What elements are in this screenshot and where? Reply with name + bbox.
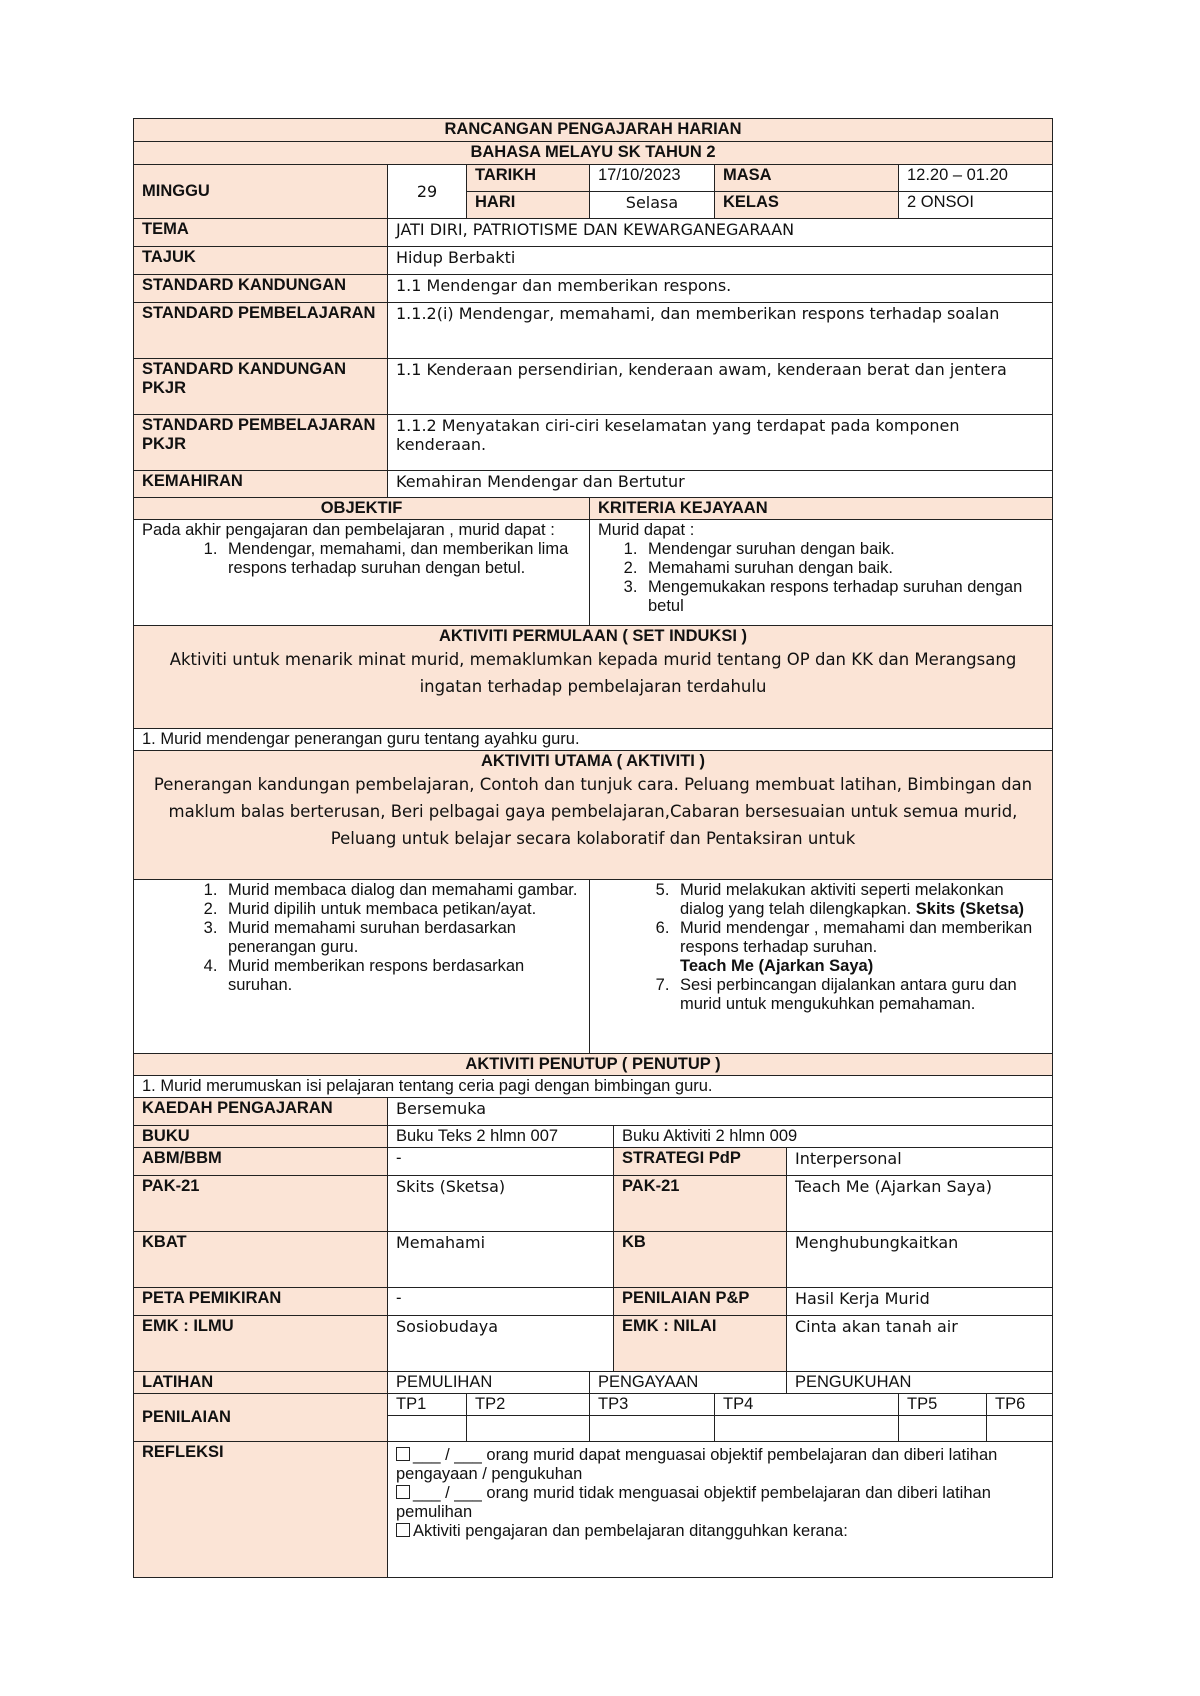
tema-label: TEMA bbox=[134, 219, 388, 247]
kriteria-intro: Murid dapat : bbox=[598, 521, 695, 539]
tajuk-label: TAJUK bbox=[134, 247, 388, 275]
objektif-cell bbox=[134, 520, 590, 626]
list-item: 4. Murid memberikan respons berdasarkan suruhan. bbox=[222, 957, 581, 995]
pak21-value-2: Teach Me (Ajarkan Saya) bbox=[787, 1176, 1053, 1232]
lesson-plan-table bbox=[133, 118, 1053, 1578]
kaedah-label: KAEDAH PENGAJARAN bbox=[134, 1098, 388, 1126]
kriteria-cell bbox=[590, 520, 1053, 626]
emk-nilai-value: Cinta akan tanah air bbox=[787, 1316, 1053, 1372]
pak21-label: PAK-21 bbox=[134, 1176, 388, 1232]
checkbox-icon[interactable] bbox=[396, 1447, 410, 1461]
kemahiran-label: KEMAHIRAN bbox=[134, 471, 388, 498]
hari-label: HARI bbox=[467, 192, 590, 219]
list-item: 1. Murid membaca dialog dan memahami gambar. bbox=[222, 881, 581, 900]
tp1-input[interactable] bbox=[388, 1416, 467, 1442]
buku-label: BUKU bbox=[134, 1126, 388, 1148]
penilaian-pp-value: Hasil Kerja Murid bbox=[787, 1288, 1053, 1316]
subject-title: BAHASA MELAYU SK TAHUN 2 bbox=[134, 142, 1053, 165]
checkbox-icon[interactable] bbox=[396, 1485, 410, 1499]
kbat-value: Memahami bbox=[388, 1232, 614, 1288]
list-item: 2. Murid dipilih untuk membaca petikan/ayat. bbox=[222, 900, 581, 919]
tp4-label: TP4 bbox=[715, 1394, 899, 1416]
list-item: 3. Murid memahami suruhan berdasarkan penerangan guru. bbox=[222, 919, 581, 957]
hari-value: Selasa bbox=[590, 192, 715, 219]
buku-value-2: Buku Aktiviti 2 hlmn 009 bbox=[614, 1126, 1053, 1148]
tp6-input[interactable] bbox=[987, 1416, 1053, 1442]
objektif-intro: Pada akhir pengajaran dan pembelajaran , murid dapat : bbox=[142, 521, 555, 539]
kb-value: Menghubungkaitkan bbox=[787, 1232, 1053, 1288]
minggu-label: MINGGU bbox=[134, 165, 388, 219]
tp2-label: TP2 bbox=[467, 1394, 590, 1416]
minggu-value: 29 bbox=[388, 165, 467, 219]
permulaan-text: 1. Murid mendengar penerangan guru tentang ayahku guru. bbox=[134, 729, 1053, 751]
tp5-label: TP5 bbox=[899, 1394, 987, 1416]
refleksi-line-2: ___ / ___ orang murid tidak menguasai objektif pembelajaran dan diberi latihan pemulihan bbox=[396, 1484, 991, 1521]
objektif-list bbox=[142, 540, 581, 578]
utama-description: Penerangan kandungan pembelajaran, Contoh dan tunjuk cara. Peluang membuat latihan, Bimbingan dan maklum balas berterusan, Beri pelbagai gaya pembelajaran,Cabaran bersesuaian untuk semua murid, Peluang untuk belajar secara kolaboratif dan Pentaksiran untuk bbox=[153, 775, 1033, 848]
pemulihan-label: PEMULIHAN bbox=[388, 1372, 590, 1394]
utama-left-cell bbox=[134, 880, 590, 1054]
pengayaan-label: PENGAYAAN bbox=[590, 1372, 787, 1394]
kaedah-value: Bersemuka bbox=[388, 1098, 1053, 1126]
penilaian-pp-label: PENILAIAN P&P bbox=[614, 1288, 787, 1316]
utama-heading: AKTIVITI UTAMA ( AKTIVITI ) bbox=[481, 752, 705, 770]
kriteria-heading: KRITERIA KEJAYAAN bbox=[590, 498, 1053, 520]
refleksi-line-3: Aktiviti pengajaran dan pembelajaran ditangguhkan kerana: bbox=[396, 1522, 1044, 1541]
emk-nilai-label: EMK : NILAI bbox=[614, 1316, 787, 1372]
masa-label: MASA bbox=[715, 165, 899, 192]
emk-ilmu-label: EMK : ILMU bbox=[134, 1316, 388, 1372]
list-item: 2. Memahami suruhan dengan baik. bbox=[642, 559, 1044, 578]
pengukuhan-label: PENGUKUHAN bbox=[787, 1372, 1053, 1394]
kemahiran-value: Kemahiran Mendengar dan Bertutur bbox=[388, 471, 1053, 498]
tp6-label: TP6 bbox=[987, 1394, 1053, 1416]
tp3-input[interactable] bbox=[590, 1416, 715, 1442]
pak21-label-2: PAK-21 bbox=[614, 1176, 787, 1232]
standard-pembelajaran-value: 1.1.2(i) Mendengar, memahami, dan memberikan respons terhadap soalan bbox=[388, 303, 1053, 359]
kelas-value: 2 ONSOI bbox=[899, 192, 1053, 219]
utama-right-cell bbox=[590, 880, 1053, 1054]
list-item: 3. Mengemukakan respons terhadap suruhan dengan betul bbox=[642, 578, 1044, 616]
standard-pembelajaran-label: STANDARD PEMBELAJARAN bbox=[134, 303, 388, 359]
tp1-label: TP1 bbox=[388, 1394, 467, 1416]
tema-value: JATI DIRI, PATRIOTISME DAN KEWARGANEGARAAN bbox=[388, 219, 1053, 247]
kelas-label: KELAS bbox=[715, 192, 899, 219]
refleksi-cell bbox=[388, 1442, 1053, 1578]
list-item: 1. Mendengar suruhan dengan baik. bbox=[642, 540, 1044, 559]
utama-left-list bbox=[142, 881, 581, 995]
refleksi-line-1: ___ / ___ orang murid dapat menguasai objektif pembelajaran dan diberi latihan pengayaan / pengukuhan bbox=[396, 1446, 998, 1483]
pak21-value: Skits (Sketsa) bbox=[388, 1176, 614, 1232]
peta-value: - bbox=[388, 1288, 614, 1316]
strategi-value: Interpersonal bbox=[787, 1148, 1053, 1176]
tp5-input[interactable] bbox=[899, 1416, 987, 1442]
penutup-text: 1. Murid merumuskan isi pelajaran tentang ceria pagi dengan bimbingan guru. bbox=[134, 1076, 1053, 1098]
tarikh-value: 17/10/2023 bbox=[590, 165, 715, 192]
list-item: 7. Sesi perbincangan dijalankan antara guru dan murid untuk mengukuhkan pemahaman. bbox=[674, 976, 1044, 1014]
abm-label: ABM/BBM bbox=[134, 1148, 388, 1176]
buku-value-1: Buku Teks 2 hlmn 007 bbox=[388, 1126, 614, 1148]
tp4-input[interactable] bbox=[715, 1416, 899, 1442]
tp3-label: TP3 bbox=[590, 1394, 715, 1416]
permulaan-section bbox=[134, 626, 1053, 729]
checkbox-icon[interactable] bbox=[396, 1523, 410, 1537]
refleksi-label: REFLEKSI bbox=[134, 1442, 388, 1578]
list-item: 1. Mendengar, memahami, dan memberikan lima respons terhadap suruhan dengan betul. bbox=[222, 540, 581, 578]
permulaan-description: Aktiviti untuk menarik minat murid, memaklumkan kepada murid tentang OP dan KK dan Merangsang ingatan terhadap pembelajaran terdahulu bbox=[169, 650, 1017, 696]
kb-label: KB bbox=[614, 1232, 787, 1288]
tajuk-value: Hidup Berbakti bbox=[388, 247, 1053, 275]
list-item: 5. Murid melakukan aktiviti seperti melakonkan dialog yang telah dilengkapkan. Skits (Sketsa) bbox=[674, 881, 1044, 919]
objektif-heading: OBJEKTIF bbox=[134, 498, 590, 520]
kriteria-list bbox=[598, 540, 1044, 616]
tp2-input[interactable] bbox=[467, 1416, 590, 1442]
peta-label: PETA PEMIKIRAN bbox=[134, 1288, 388, 1316]
standard-kandungan-pkjr-label: STANDARD KANDUNGAN PKJR bbox=[134, 359, 388, 415]
list-item: 6. Murid mendengar , memahami dan memberikan respons terhadap suruhan. Teach Me (Ajarkan Saya) bbox=[674, 919, 1044, 976]
standard-pembelajaran-pkjr-label: STANDARD PEMBELAJARAN PKJR bbox=[134, 415, 388, 471]
kbat-label: KBAT bbox=[134, 1232, 388, 1288]
penutup-heading: AKTIVITI PENUTUP ( PENUTUP ) bbox=[134, 1054, 1053, 1076]
latihan-label: LATIHAN bbox=[134, 1372, 388, 1394]
tarikh-label: TARIKH bbox=[467, 165, 590, 192]
emk-ilmu-value: Sosiobudaya bbox=[388, 1316, 614, 1372]
utama-right-list bbox=[598, 881, 1044, 1014]
standard-kandungan-value: 1.1 Mendengar dan memberikan respons. bbox=[388, 275, 1053, 303]
page-title: RANCANGAN PENGAJARAH HARIAN bbox=[134, 119, 1053, 142]
penilaian-label: PENILAIAN bbox=[134, 1394, 388, 1442]
permulaan-heading: AKTIVITI PERMULAAN ( SET INDUKSI ) bbox=[439, 627, 747, 645]
standard-kandungan-pkjr-value: 1.1 Kenderaan persendirian, kenderaan awam, kenderaan berat dan jentera bbox=[388, 359, 1053, 415]
standard-kandungan-label: STANDARD KANDUNGAN bbox=[134, 275, 388, 303]
standard-pembelajaran-pkjr-value: 1.1.2 Menyatakan ciri-ciri keselamatan yang terdapat pada komponen kenderaan. bbox=[388, 415, 1053, 471]
masa-value: 12.20 – 01.20 bbox=[899, 165, 1053, 192]
strategi-label: STRATEGI PdP bbox=[614, 1148, 787, 1176]
utama-section bbox=[134, 751, 1053, 880]
abm-value: - bbox=[388, 1148, 614, 1176]
